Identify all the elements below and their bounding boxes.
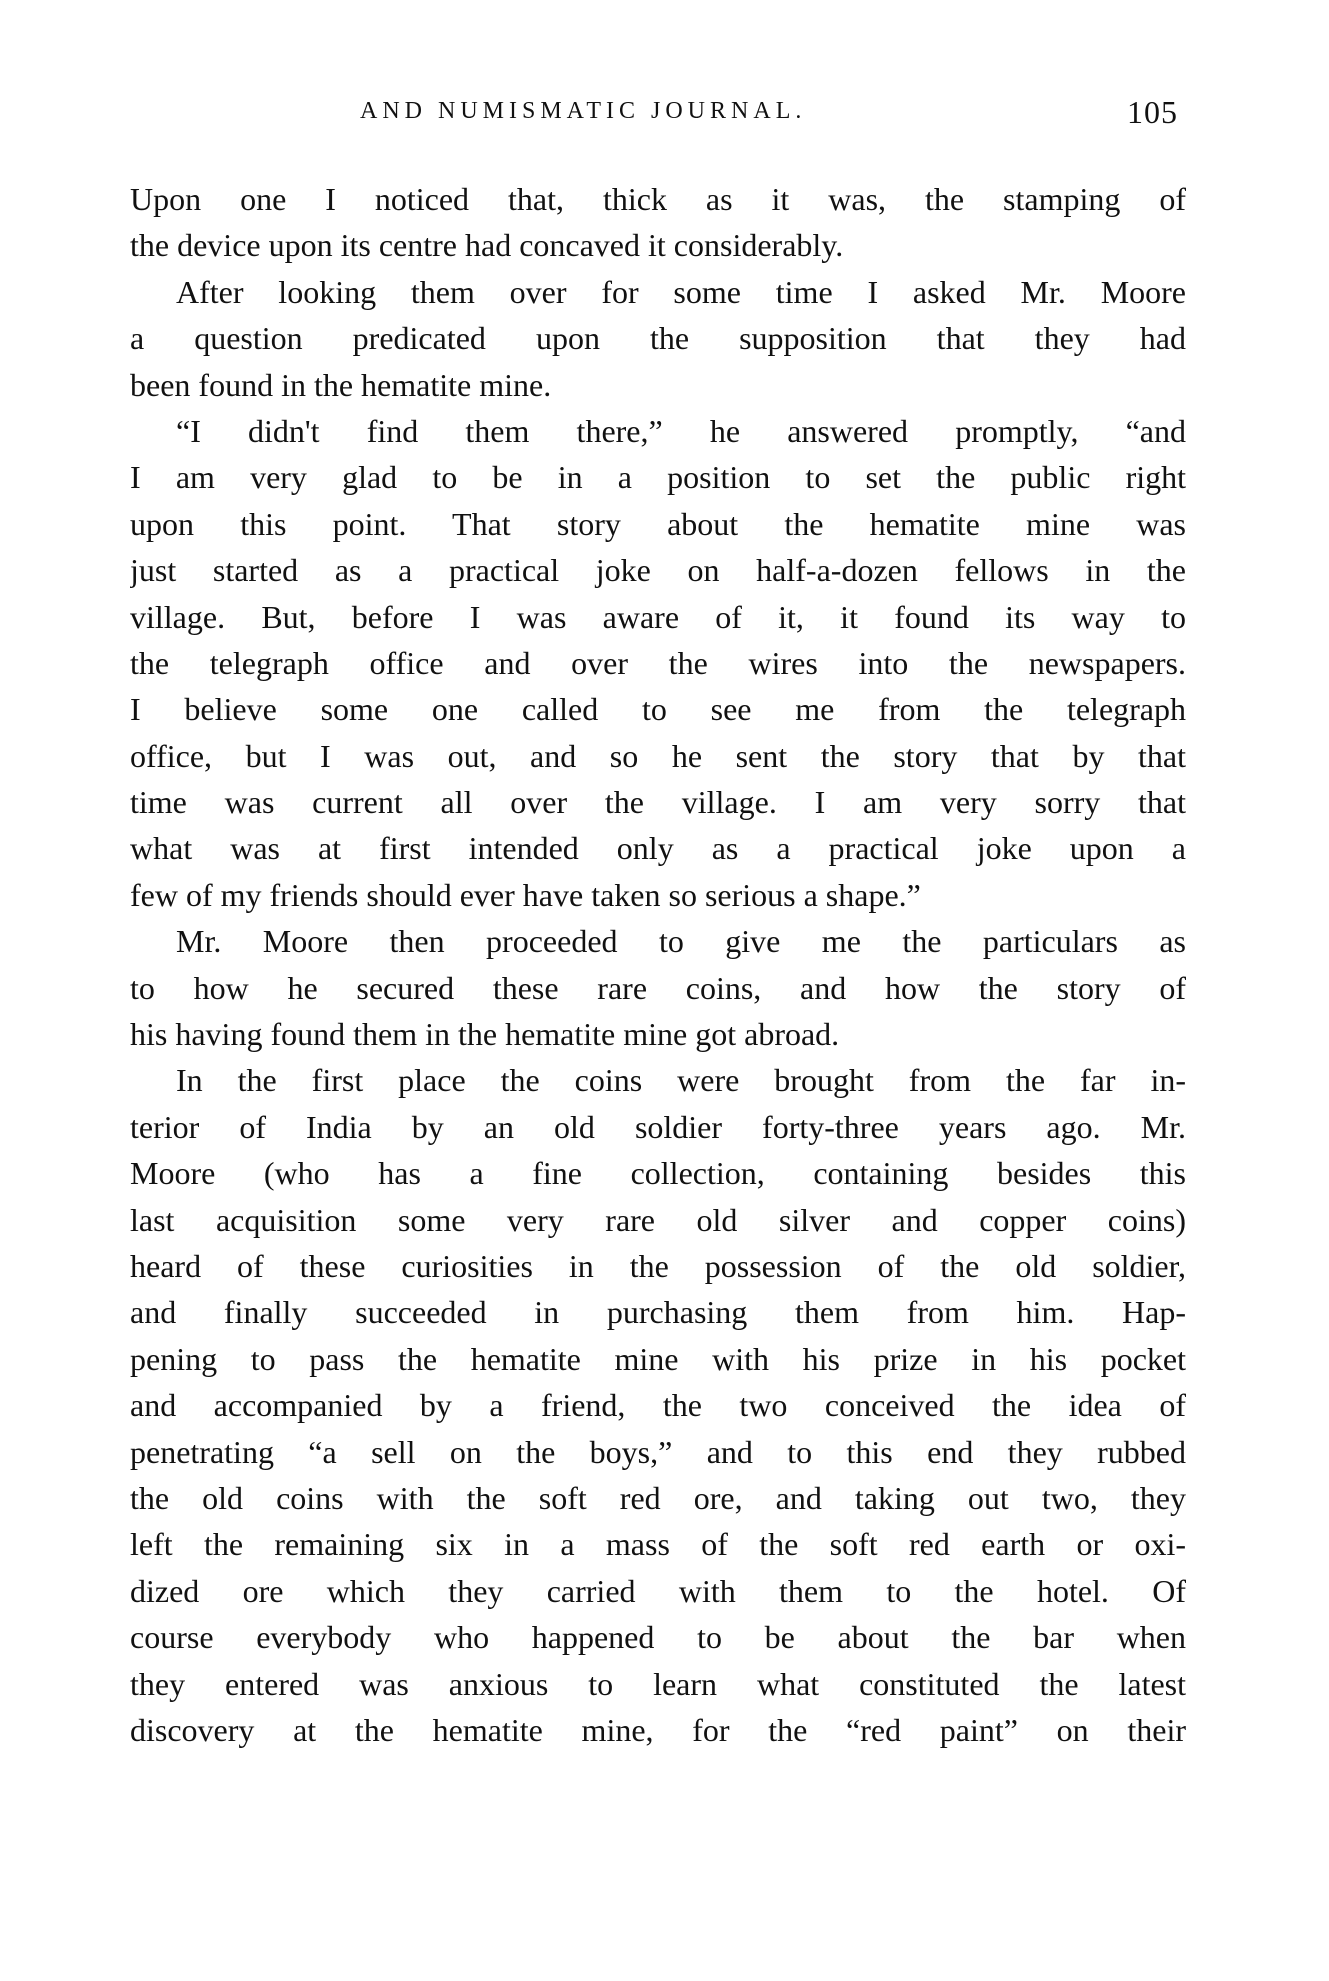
- text-line: upon this point. That story about the hematite mine was: [130, 505, 1186, 542]
- text-line: just started as a practical joke on half-a-dozen fellows in the: [130, 552, 1186, 589]
- journal-title: AND NUMISMATIC JOURNAL.: [360, 98, 807, 124]
- text-line: dized ore which they carried with them to the hotel. Of: [130, 1572, 1186, 1609]
- text-line: heard of these curiosities in the possession of the old soldier,: [130, 1247, 1186, 1284]
- text-line: village. But, before I was aware of it, it found its way to: [130, 598, 1186, 635]
- text-line: discovery at the hematite mine, for the “red paint” on their: [130, 1711, 1186, 1748]
- text-line: the old coins with the soft red ore, and taking out two, they: [130, 1479, 1186, 1516]
- text-line: last acquisition some very rare old silver and copper coins): [130, 1201, 1186, 1238]
- running-head: [130, 94, 1186, 138]
- text-line: been found in the hematite mine.: [130, 366, 552, 403]
- text-line: left the remaining six in a mass of the soft red earth or oxi-: [130, 1526, 1186, 1563]
- text-line: Moore (who has a fine collection, containing besides this: [130, 1155, 1186, 1192]
- text-line: to how he secured these rare coins, and how the story of: [130, 969, 1186, 1006]
- text-line: and finally succeeded in purchasing them from him. Hap-: [130, 1294, 1186, 1331]
- text-line: pening to pass the hematite mine with his prize in his pocket: [130, 1340, 1186, 1377]
- text-line: After looking them over for some time I asked Mr. Moore: [176, 273, 1186, 310]
- text-line: a question predicated upon the supposition that they had: [130, 320, 1186, 357]
- text-line: terior of India by an old soldier forty-three years ago. Mr.: [130, 1108, 1186, 1145]
- text-line: “I didn't find them there,” he answered promptly, “and: [176, 412, 1186, 449]
- text-line: few of my friends should ever have taken so serious a shape.”: [130, 876, 921, 913]
- text-line: they entered was anxious to learn what constituted the latest: [130, 1665, 1186, 1702]
- text-line: In the first place the coins were brought from the far in-: [176, 1062, 1186, 1099]
- text-line: his having found them in the hematite mine got abroad.: [130, 1016, 840, 1053]
- text-line: Mr. Moore then proceeded to give me the particulars as: [176, 923, 1186, 960]
- text-line: course everybody who happened to be about the bar when: [130, 1619, 1186, 1656]
- text-line: I am very glad to be in a position to set the public right: [130, 459, 1186, 496]
- body-text: [130, 176, 1186, 1753]
- text-line: and accompanied by a friend, the two conceived the idea of: [130, 1387, 1186, 1424]
- text-line: office, but I was out, and so he sent the story that by that: [130, 737, 1186, 774]
- text-line: I believe some one called to see me from the telegraph: [130, 691, 1186, 728]
- text-line: Upon one I noticed that, thick as it was, the stamping of: [130, 181, 1186, 217]
- text-line: penetrating “a sell on the boys,” and to this end they rubbed: [130, 1433, 1186, 1470]
- text-line: time was current all over the village. I am very sorry that: [130, 784, 1186, 821]
- text-line: the telegraph office and over the wires into the newspapers.: [130, 644, 1186, 681]
- text-line: the device upon its centre had concaved it considerably.: [130, 227, 844, 264]
- page-number: 105: [1127, 94, 1178, 130]
- text-line: what was at first intended only as a practical joke upon a: [130, 830, 1186, 867]
